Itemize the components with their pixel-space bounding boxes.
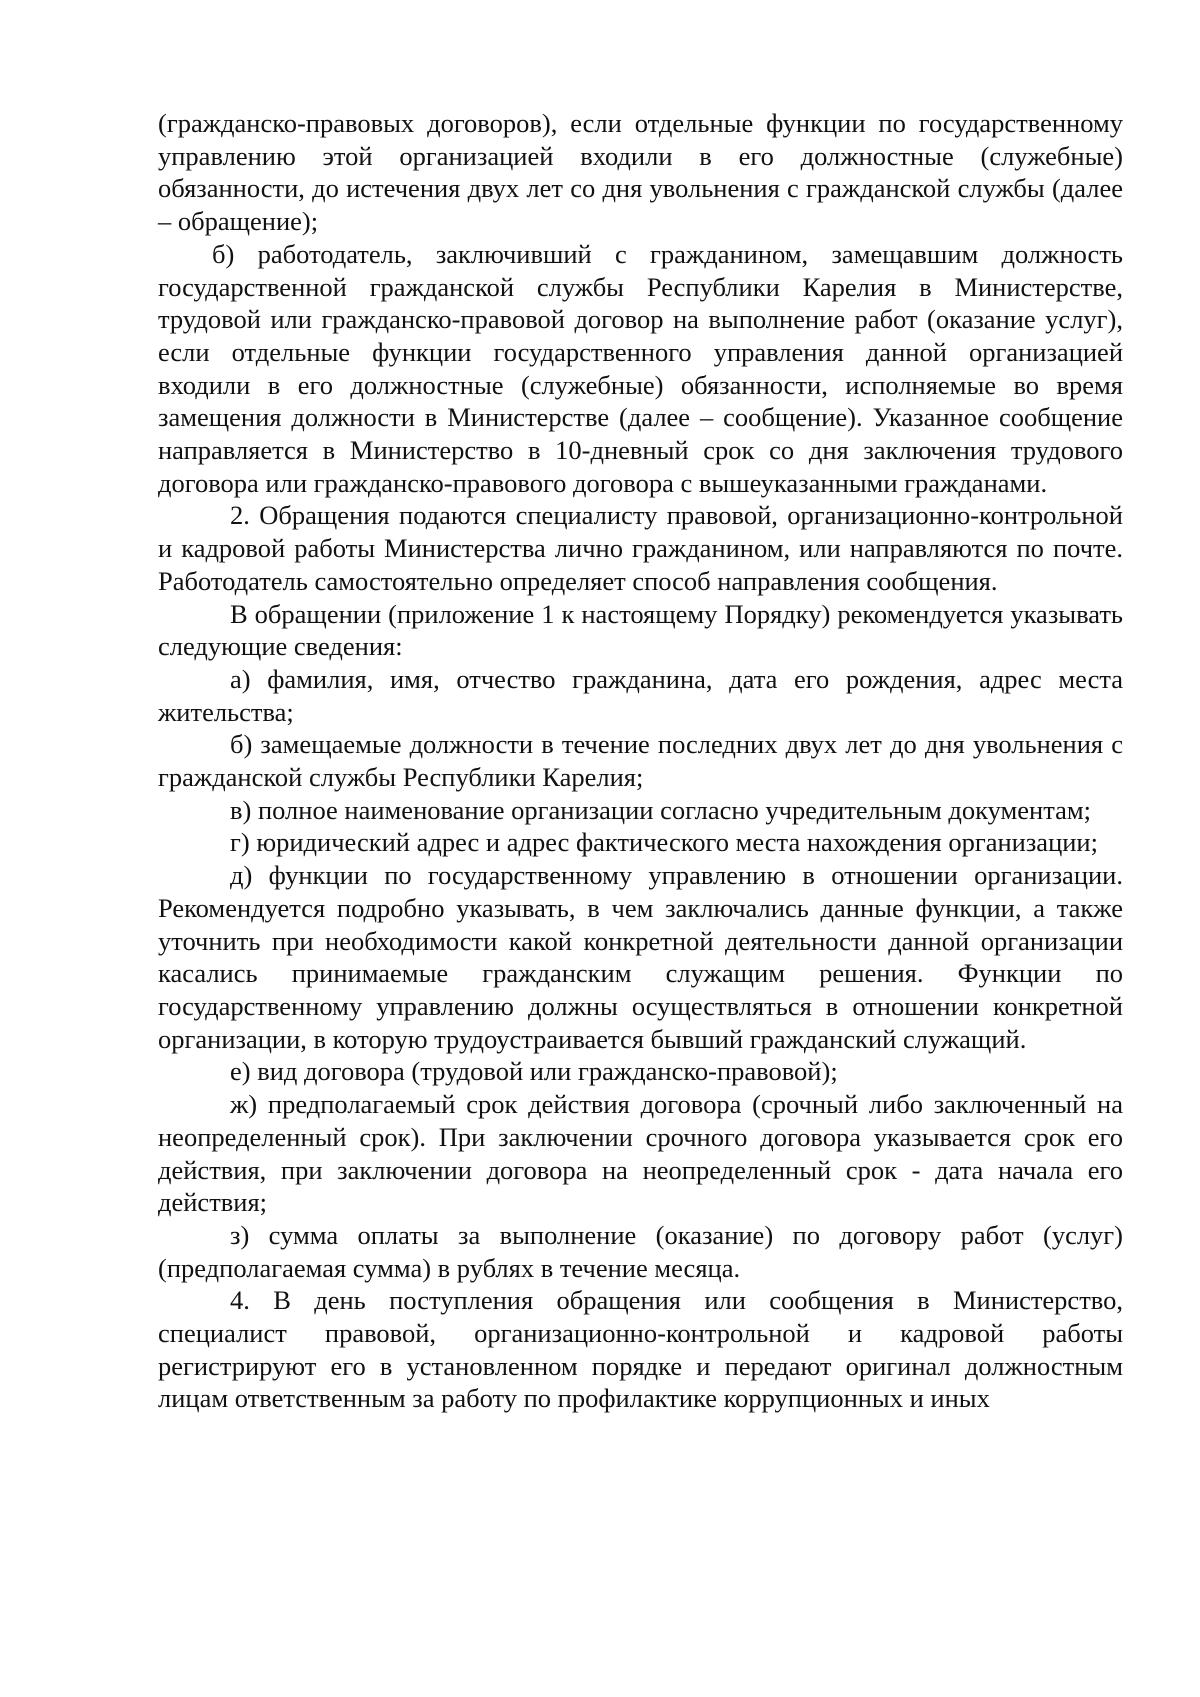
list-item-d: д) функции по государственному управлению в отношении организации. Рекомендуется подробно указывать, в чем заключались данные функции, а также уточнить при необходимости какой конкретной деятельности данной организации касались принимаемые гражданским служащим решения. Функции по государственному управлению должны осуществляться в отношении конкретной организации, в которую трудоустраивается бывший гражданский служащий. <box>158 860 1123 1054</box>
list-item-e: е) вид договора (трудовой или гражданско-правовой); <box>230 1056 838 1087</box>
paragraph-2-submission: 2. Обращения подаются специалисту правовой, организационно-контрольной и кадровой работы Министерства лично гражданином, или направляются по почте. Работодатель самостоятельно определяет способ направления сообщения. <box>158 500 1123 596</box>
paragraph-continuation: (гражданско-правовых договоров), если отдельные функции по государственному управлению этой организацией входили в его должностные (служебные) обязанности, до истечения двух лет со дня увольнения с гражданской службы (далее – обращение); <box>158 108 1123 237</box>
paragraph-b-employer: б) работодатель, заключивший с гражданином, замещавшим должность государственной гражданской службы Республики Карелия в Министерстве, трудовой или гражданско-правовой договор на выполнение работ (оказание услуг), если отдельные функции государственного управления данной организацией входили в его должностные (служебные) обязанности, исполняемые во время замещения должности в Министерстве (далее – сообщение). Указанное сообщение направляется в Министерство в 10-дневный срок со дня заключения трудового договора или гражданско-правового договора с вышеуказанными гражданами. <box>158 238 1123 498</box>
list-item-b: б) замещаемые должности в течение последних двух лет до дня увольнения с гражданской службы Республики Карелия; <box>158 729 1123 793</box>
list-item-zh: ж) предполагаемый срок действия договора (срочный либо заключенный на неопределенный срок). При заключении срочного договора указывается срок его действия, при заключении договора на неопределенный срок - дата начала его действия; <box>158 1089 1123 1218</box>
list-item-z: з) сумма оплаты за выполнение (оказание) по договору работ (услуг) (предполагаемая сумма) в рублях в течение месяца. <box>158 1219 1123 1283</box>
document-page <box>158 107 1123 1415</box>
list-item-a: а) фамилия, имя, отчество гражданина, дата его рождения, адрес места жительства; <box>158 663 1123 727</box>
list-item-v: в) полное наименование организации согласно учредительным документам; <box>230 794 1091 825</box>
paragraph-appeal-contents: В обращении (приложение 1 к настоящему Порядку) рекомендуется указывать следующие сведения: <box>158 598 1123 662</box>
list-item-g: г) юридический адрес и адрес фактического места нахождения организации; <box>230 827 1098 858</box>
paragraph-4-registration: 4. В день поступления обращения или сообщения в Министерство, специалист правовой, организационно-контрольной и кадровой работы регистрируют его в установленном порядке и передают оригинал должностным лицам ответственным за работу по профилактике коррупционных и иных <box>158 1285 1123 1414</box>
